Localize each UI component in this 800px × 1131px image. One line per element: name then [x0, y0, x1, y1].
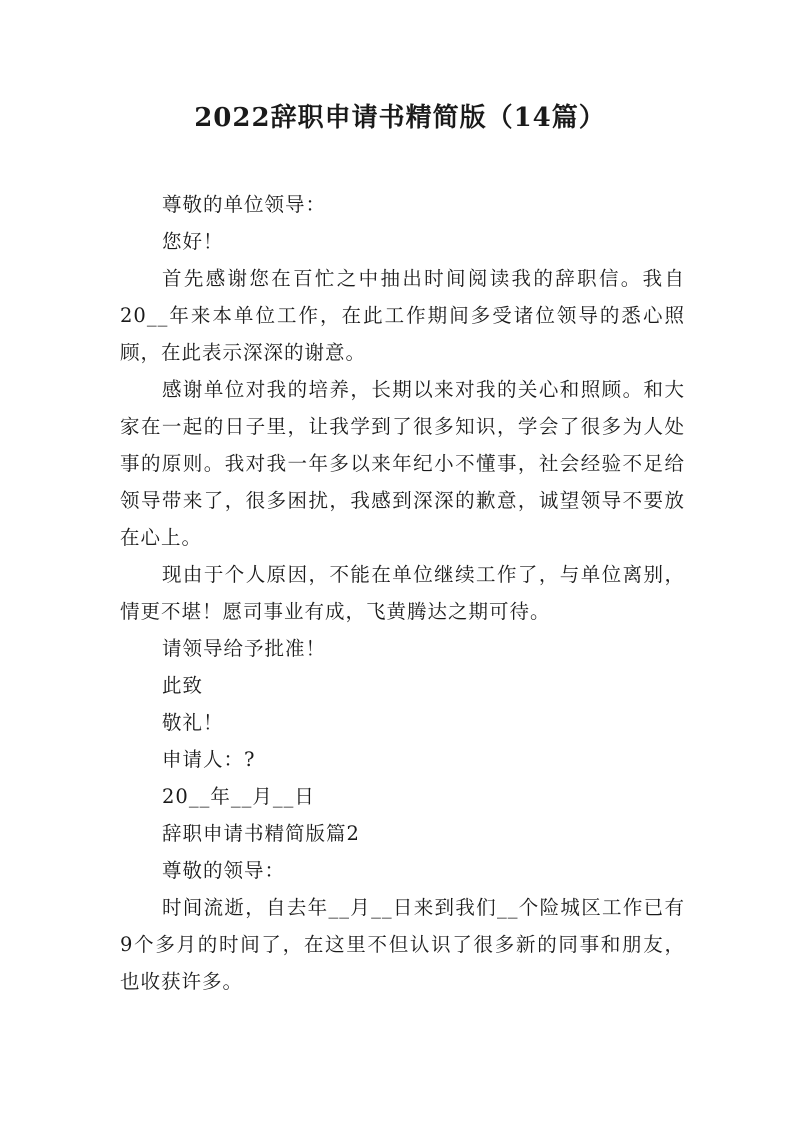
body-paragraph-gratitude: 感谢单位对我的培养，长期以来对我的关心和照顾。和大家在一起的日子里，让我学到了很多知识，学会了很多为人处事的原则。我对我一年多以来年纪小不懂事，社会经验不足给领导带来了，很多困扰，我感到深深的歉意，诚望领导不要放在心上。	[120, 378, 685, 549]
body-paragraph-reason: 现由于个人原因，不能在单位继续工作了，与单位离别，情更不堪！愿司事业有成，飞黄腾达之期可待。	[120, 563, 685, 623]
applicant-line: 申请人：?	[162, 748, 256, 771]
document-body	[120, 186, 685, 1000]
body-paragraph-2: 时间流逝，自去年__月__日来到我们__个险城区工作已有9个多月的时间了，在这里不但认识了很多新的同事和朋友，也收获许多。	[120, 896, 685, 993]
body-paragraph-thanks: 首先感谢您在百忙之中抽出时间阅读我的辞职信。我自20__年来本单位工作，在此工作期间多受诸位领导的悉心照顾，在此表示深深的谢意。	[120, 267, 685, 364]
document-title: 2022辞职申请书精简版（14篇）	[194, 103, 606, 133]
salutation-2: 尊敬的领导：	[162, 859, 286, 882]
salutation: 尊敬的单位领导：	[162, 193, 327, 216]
date-line: 20__年__月__日	[162, 785, 315, 808]
greeting: 您好！	[162, 230, 224, 253]
closing-line: 此致	[162, 674, 204, 697]
request-line: 请领导给予批准！	[162, 637, 327, 660]
section-heading: 辞职申请书精简版篇2	[162, 822, 360, 845]
closing-salute: 敬礼！	[162, 711, 224, 734]
